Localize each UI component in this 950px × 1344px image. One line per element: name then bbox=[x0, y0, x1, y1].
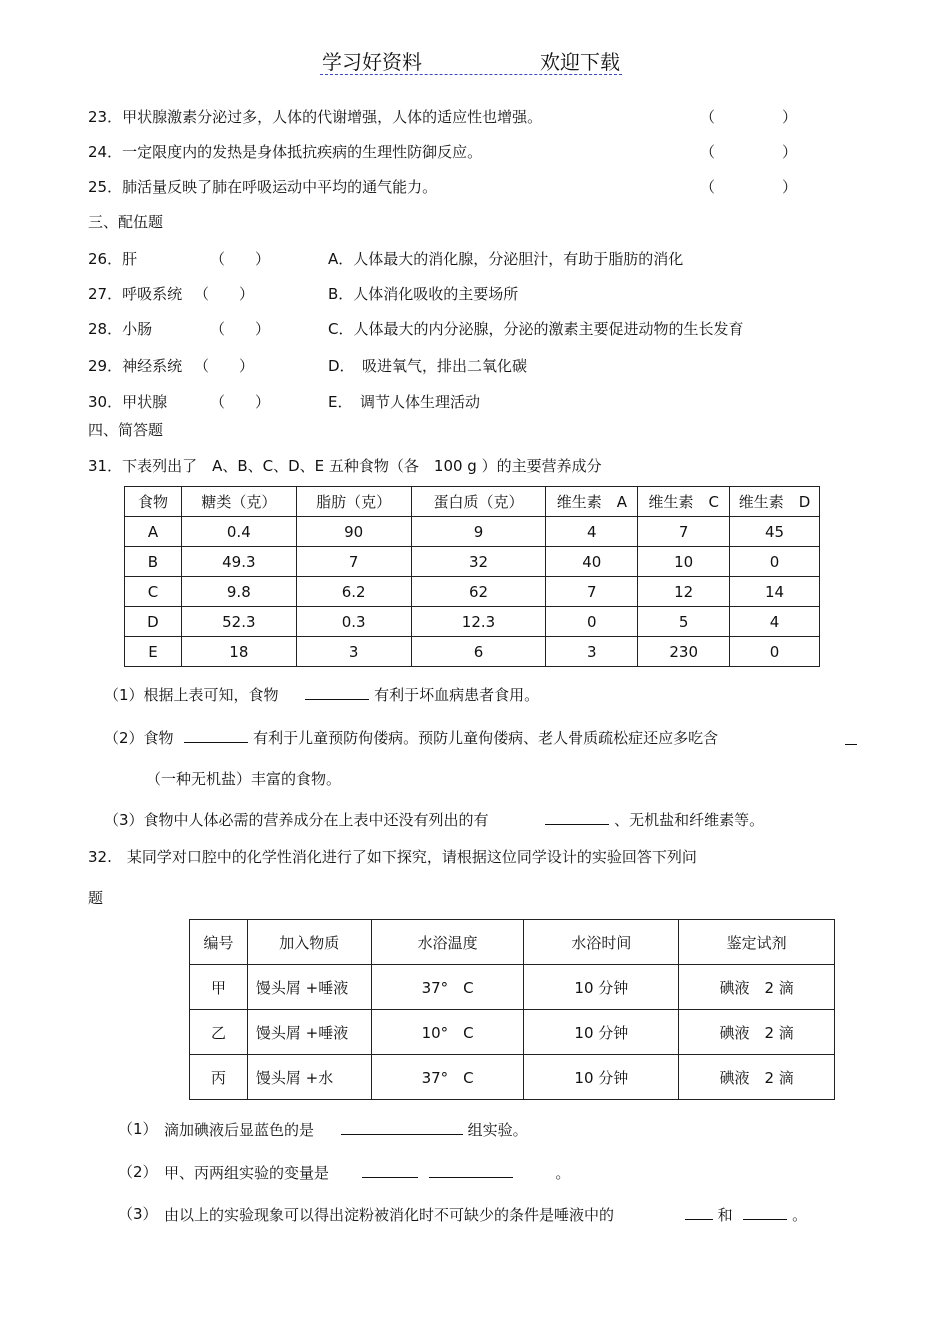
q31-sub1-prefix: （1）根据上表可知，食物 bbox=[104, 686, 279, 704]
match-item-26: 26．肝 bbox=[88, 250, 138, 268]
experiment-table bbox=[189, 919, 835, 1100]
table-cell: 37° C bbox=[371, 1055, 524, 1100]
answer-blank[interactable] bbox=[184, 726, 248, 743]
table-header-row bbox=[125, 487, 820, 517]
match-item-29: 29．神经系统 bbox=[88, 357, 183, 375]
match-option-b: B．人体消化吸收的主要场所 bbox=[328, 285, 519, 303]
tf-paren-open-24: （ bbox=[700, 143, 716, 161]
q32-sub1-suffix: 组实验。 bbox=[467, 1121, 528, 1139]
tf-item-24: 24．一定限度内的发热是身体抵抗疾病的生理性防御反应。 bbox=[88, 143, 483, 161]
table-cell: 4 bbox=[546, 517, 638, 547]
table-cell: 5 bbox=[638, 607, 730, 637]
table-cell: 丙 bbox=[190, 1055, 248, 1100]
table-cell: 45 bbox=[730, 517, 820, 547]
match-paren-26: （ ） bbox=[210, 250, 271, 268]
table-cell: 0.4 bbox=[181, 517, 296, 547]
tf-item-25: 25．肺活量反映了肺在呼吸运动中平均的通气能力。 bbox=[88, 178, 438, 196]
q31-sub2-continued: （一种无机盐）丰富的食物。 bbox=[146, 770, 342, 788]
table-cell: E bbox=[125, 637, 182, 667]
table-header-cell: 水浴时间 bbox=[524, 920, 679, 965]
table-cell: A bbox=[125, 517, 182, 547]
table-cell: 3 bbox=[546, 637, 638, 667]
q32-sub1-number: （1） bbox=[118, 1120, 158, 1138]
table-cell: 碘液 2 滴 bbox=[679, 1010, 835, 1055]
header-underline bbox=[320, 74, 622, 75]
table-cell: 90 bbox=[296, 517, 411, 547]
table-cell: 40 bbox=[546, 547, 638, 577]
table-cell: 0 bbox=[730, 637, 820, 667]
match-paren-28: （ ） bbox=[210, 320, 271, 338]
table-cell: 10° C bbox=[371, 1010, 524, 1055]
table-header-cell: 糖类（克） bbox=[181, 487, 296, 517]
table-cell: 馒头屑 +唾液 bbox=[247, 1010, 371, 1055]
table-cell: 10 分钟 bbox=[524, 1055, 679, 1100]
q32-intro-continued: 题 bbox=[88, 889, 104, 907]
table-header-cell: 编号 bbox=[190, 920, 248, 965]
answer-blank[interactable] bbox=[743, 1203, 787, 1220]
match-paren-30: （ ） bbox=[210, 393, 271, 411]
q32-intro: 32. 某同学对口腔中的化学性消化进行了如下探究，请根据这位同学设计的实验回答下列问 bbox=[88, 848, 697, 866]
tf-paren-open-25: （ bbox=[700, 178, 716, 196]
page-header bbox=[0, 46, 950, 76]
header-left-text: 学习好资料 bbox=[322, 50, 422, 74]
q32-sub2-suffix: 。 bbox=[555, 1164, 571, 1182]
match-item-30: 30．甲状腺 bbox=[88, 393, 168, 411]
match-paren-29: （ ） bbox=[194, 357, 255, 375]
q32-sub1-prefix: 滴加碘液后显蓝色的是 bbox=[164, 1121, 315, 1139]
q31-sub1 bbox=[104, 683, 539, 705]
q31-sub1-suffix: 有利于坏血病患者食用。 bbox=[374, 686, 540, 704]
table-cell: 碘液 2 滴 bbox=[679, 1055, 835, 1100]
answer-blank[interactable] bbox=[305, 683, 369, 700]
table-cell: 49.3 bbox=[181, 547, 296, 577]
q32-sub2 bbox=[164, 1161, 570, 1183]
table-cell: 6 bbox=[411, 637, 546, 667]
tf-paren-close-23: ） bbox=[782, 108, 798, 126]
table-row bbox=[190, 1010, 835, 1055]
table-cell: 32 bbox=[411, 547, 546, 577]
q32-sub1 bbox=[164, 1118, 528, 1140]
table-cell: 7 bbox=[296, 547, 411, 577]
match-paren-27: （ ） bbox=[194, 285, 255, 303]
table-cell: 10 分钟 bbox=[524, 965, 679, 1010]
q32-sub3-suffix: 。 bbox=[792, 1206, 808, 1224]
table-cell: 0.3 bbox=[296, 607, 411, 637]
table-header-cell: 脂肪（克） bbox=[296, 487, 411, 517]
q31-sub3-prefix: （3）食物中人体必需的营养成分在上表中还没有列出的有 bbox=[104, 811, 489, 829]
answer-blank[interactable] bbox=[845, 728, 857, 745]
table-row bbox=[125, 607, 820, 637]
table-cell: 12.3 bbox=[411, 607, 546, 637]
table-cell: 14 bbox=[730, 577, 820, 607]
q32-sub2-number: （2） bbox=[118, 1163, 158, 1181]
table-header-cell: 加入物质 bbox=[247, 920, 371, 965]
q32-sub3-and: 和 bbox=[717, 1206, 733, 1224]
table-cell: 3 bbox=[296, 637, 411, 667]
answer-blank[interactable] bbox=[429, 1161, 513, 1178]
table-row bbox=[125, 547, 820, 577]
q31-sub3-suffix: 、无机盐和纤维素等。 bbox=[614, 811, 765, 829]
table-cell: 6.2 bbox=[296, 577, 411, 607]
table-cell: 7 bbox=[638, 517, 730, 547]
table-cell: 4 bbox=[730, 607, 820, 637]
table-cell: 18 bbox=[181, 637, 296, 667]
nutrition-table bbox=[124, 486, 820, 667]
table-cell: D bbox=[125, 607, 182, 637]
match-item-27: 27．呼吸系统 bbox=[88, 285, 183, 303]
table-cell: 甲 bbox=[190, 965, 248, 1010]
q32-sub2-prefix: 甲、丙两组实验的变量是 bbox=[164, 1164, 330, 1182]
answer-blank[interactable] bbox=[362, 1161, 418, 1178]
table-header-cell: 维生素 C bbox=[638, 487, 730, 517]
table-cell: 0 bbox=[546, 607, 638, 637]
q32-sub3-number: （3） bbox=[118, 1205, 158, 1223]
q32-sub3-prefix: 由以上的实验现象可以得出淀粉被消化时不可缺少的条件是唾液中的 bbox=[164, 1206, 615, 1224]
table-header-row bbox=[190, 920, 835, 965]
table-header-cell: 鉴定试剂 bbox=[679, 920, 835, 965]
match-option-e: E． 调节人体生理活动 bbox=[328, 393, 480, 411]
table-cell: 馒头屑 +唾液 bbox=[247, 965, 371, 1010]
table-cell: 230 bbox=[638, 637, 730, 667]
match-item-28: 28．小肠 bbox=[88, 320, 153, 338]
table-header-cell: 蛋白质（克） bbox=[411, 487, 546, 517]
table-header-cell: 食物 bbox=[125, 487, 182, 517]
table-cell: 10 分钟 bbox=[524, 1010, 679, 1055]
table-cell: 10 bbox=[638, 547, 730, 577]
table-cell: 52.3 bbox=[181, 607, 296, 637]
table-cell: 7 bbox=[546, 577, 638, 607]
section-3-title: 三、配伍题 bbox=[88, 213, 164, 231]
match-option-d: D． 吸进氧气，排出二氧化碳 bbox=[328, 357, 528, 375]
table-row bbox=[125, 637, 820, 667]
tf-paren-close-25: ） bbox=[782, 178, 798, 196]
answer-blank[interactable] bbox=[685, 1203, 713, 1220]
table-row bbox=[190, 965, 835, 1010]
section-4-title: 四、简答题 bbox=[88, 421, 164, 439]
table-header-cell: 维生素 D bbox=[730, 487, 820, 517]
table-cell: B bbox=[125, 547, 182, 577]
tf-paren-close-24: ） bbox=[782, 143, 798, 161]
table-cell: 62 bbox=[411, 577, 546, 607]
tf-paren-open-23: （ bbox=[700, 108, 716, 126]
table-cell: 乙 bbox=[190, 1010, 248, 1055]
table-row bbox=[190, 1055, 835, 1100]
table-cell: 碘液 2 滴 bbox=[679, 965, 835, 1010]
table-cell: 37° C bbox=[371, 965, 524, 1010]
q31-sub2-prefix: （2）食物 bbox=[104, 729, 174, 747]
q31-sub2 bbox=[104, 726, 718, 748]
q31-sub2-suffix: 有利于儿童预防佝偻病。预防儿童佝偻病、老人骨质疏松症还应多吃含 bbox=[253, 729, 719, 747]
table-row bbox=[125, 517, 820, 547]
tf-item-23: 23．甲状腺激素分泌过多，人体的代谢增强，人体的适应性也增强。 bbox=[88, 108, 543, 126]
table-cell: 9 bbox=[411, 517, 546, 547]
match-option-a: A．人体最大的消化腺，分泌胆汁，有助于脂肪的消化 bbox=[328, 250, 684, 268]
table-cell: C bbox=[125, 577, 182, 607]
q31-sub3 bbox=[104, 808, 764, 830]
table-header-cell: 维生素 A bbox=[546, 487, 638, 517]
q32-sub3 bbox=[164, 1203, 807, 1225]
table-cell: 馒头屑 +水 bbox=[247, 1055, 371, 1100]
answer-blank[interactable] bbox=[545, 808, 609, 825]
header-right-text: 欢迎下载 bbox=[540, 50, 620, 74]
table-cell: 9.8 bbox=[181, 577, 296, 607]
match-option-c: C．人体最大的内分泌腺，分泌的激素主要促进动物的生长发育 bbox=[328, 320, 744, 338]
table-cell: 0 bbox=[730, 547, 820, 577]
table-header-cell: 水浴温度 bbox=[371, 920, 524, 965]
answer-blank[interactable] bbox=[341, 1118, 463, 1135]
table-cell: 12 bbox=[638, 577, 730, 607]
q31-intro: 31．下表列出了 A、B、C、D、E 五种食物（各 100 g ）的主要营养成分 bbox=[88, 457, 602, 475]
table-row bbox=[125, 577, 820, 607]
